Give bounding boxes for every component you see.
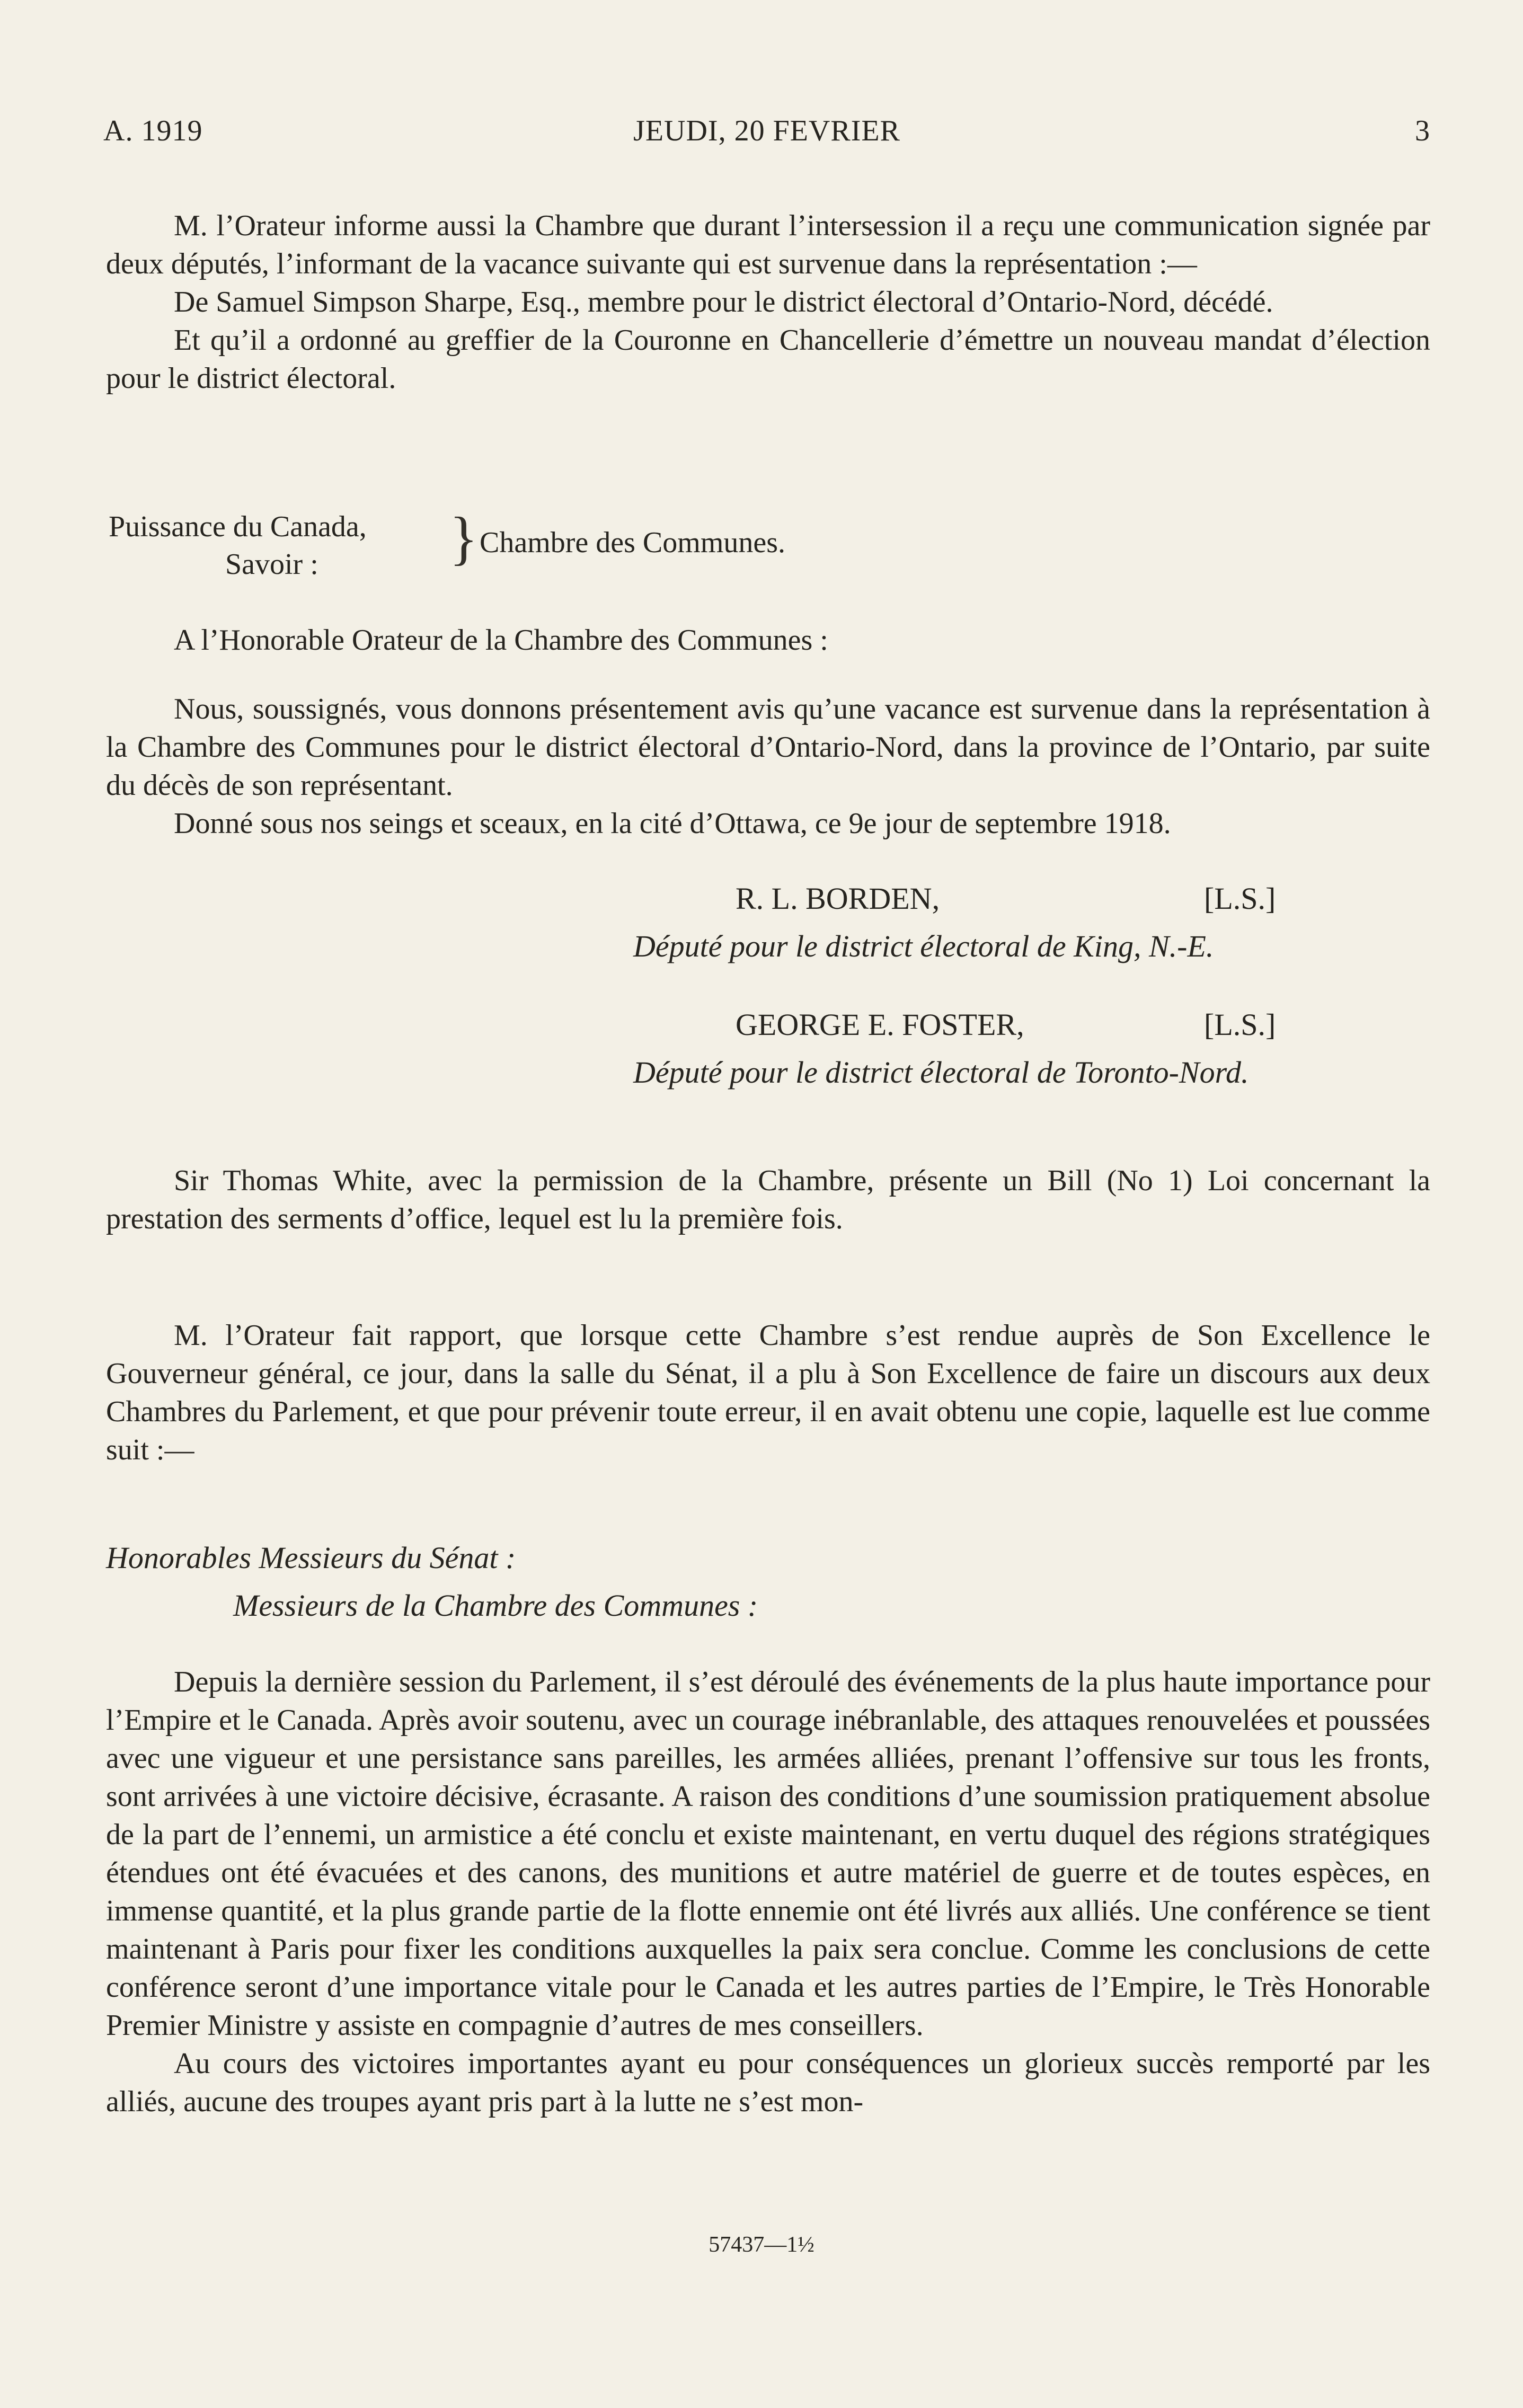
header-year: A. 1919 [103,114,203,147]
paragraph-victoires: Au cours des victoires importantes ayant eu pour conséquences un glorieux succès remporté par les alliés, aucune des troupes ayant pris part à la lutte ne s’est mon- [106,2047,1430,2118]
paragraph-orateur-informe: M. l’Orateur informe aussi la Chambre que durant l’intersession il a reçu une communication signée par deux députés, l’informant de la vacance suivante qui est survenue dans la représentation :— [106,209,1430,280]
paragraph-donne: Donné sous nos seings et sceaux, en la cité d’Ottawa, ce 9e jour de septembre 1918. [174,807,1171,840]
address-senat: Honorables Messieurs du Sénat : [106,1541,516,1575]
speech-section [106,1663,1430,2121]
paragraph-evenements: Depuis la dernière session du Parlement, il s’est déroulé des événements de la plus haute importance pour l’Empire et le Canada. Après avoir soutenu, avec un courage inébranlable, des attaques renouvelées et poussées avec une vigueur et une persistance sans pareilles, les armées alliées, prenant l’offensive sur tous les fronts, sont arrivées à une victoire décisive, écrasante. A raison des conditions d’une soumission pratiquement absolue de la part de l’ennemi, un armistice a été conclu et existe maintenant, en vertu duquel des régions stratégiques étendues ont été évacuées et des canons, des munitions et autre matériel de guerre et de toutes espèces, en immense quantité, et la plus grande partie de la flotte ennemie ont été livrés aux alliés. Une conférence se tient maintenant à Paris pour fixer les conditions auxquelles la paix sera conclue. Comme les conclusions de cette conférence seront d’une importance vitale pour le Canada et les autres parties de l’Empire, le Très Honorable Premier Ministre y assiste en compagnie d’autres de mes conseillers. [106,1666,1430,2042]
signature-seal-foster: [L.S.] [1204,1007,1276,1042]
signature-name-borden: R. L. BORDEN, [736,881,940,916]
rapport-section [106,1316,1430,1469]
notice-section [106,690,1430,843]
puissance-line2: Savoir : [225,548,318,581]
signature-title-borden: Député pour le district électoral de King, N.-E. [633,929,1214,963]
intro-section [106,207,1430,397]
paragraph-rapport: M. l’Orateur fait rapport, que lorsque cette Chambre s’est rendue auprès de Son Excellence le Gouverneur général, ce jour, dans la salle du Sénat, il a plu à Son Excellence de faire un discours aux deux Chambres du Parlement, et que pour prévenir toute erreur, il en avait obtenu une copie, laquelle est lue comme suit :— [106,1319,1430,1466]
page-number: 3 [1415,114,1430,147]
paragraph-vacance: Nous, soussignés, vous donnons présentement avis qu’une vacance est survenue dans la représentation à la Chambre des Communes pour le district électoral d’Ontario-Nord, dans la province de l’Ontario, par suite du décès de son représentant. [106,693,1430,802]
page-footer: 57437—1½ [709,2233,814,2257]
paragraph-bill: Sir Thomas White, avec la permission de la Chambre, présente un Bill (No 1) Loi concernant la prestation des serments d’office, lequel est lu la première fois. [106,1164,1430,1235]
signature-seal-borden: [L.S.] [1204,881,1276,916]
paragraph-greffier: Et qu’il a ordonné au greffier de la Couronne en Chancellerie d’émettre un nouveau mandat d’élection pour le district électoral. [106,324,1430,395]
address-communes: Messieurs de la Chambre des Communes : [233,1588,758,1623]
puissance-line1: Puissance du Canada, [109,510,367,543]
address-orateur: A l’Honorable Orateur de la Chambre des Communes : [174,624,828,657]
brace-symbol: } [449,506,478,571]
paragraph-sharpe: De Samuel Simpson Sharpe, Esq., membre pour le district électoral d’Ontario-Nord, décédé. [174,286,1273,318]
bill-section [106,1162,1430,1238]
signature-name-foster: GEORGE E. FOSTER, [736,1007,1024,1042]
signature-title-foster: Député pour le district électoral de Toronto-Nord. [633,1055,1249,1090]
header-date: JEUDI, 20 FEVRIER [633,114,900,147]
puissance-chamber: Chambre des Communes. [480,526,786,559]
